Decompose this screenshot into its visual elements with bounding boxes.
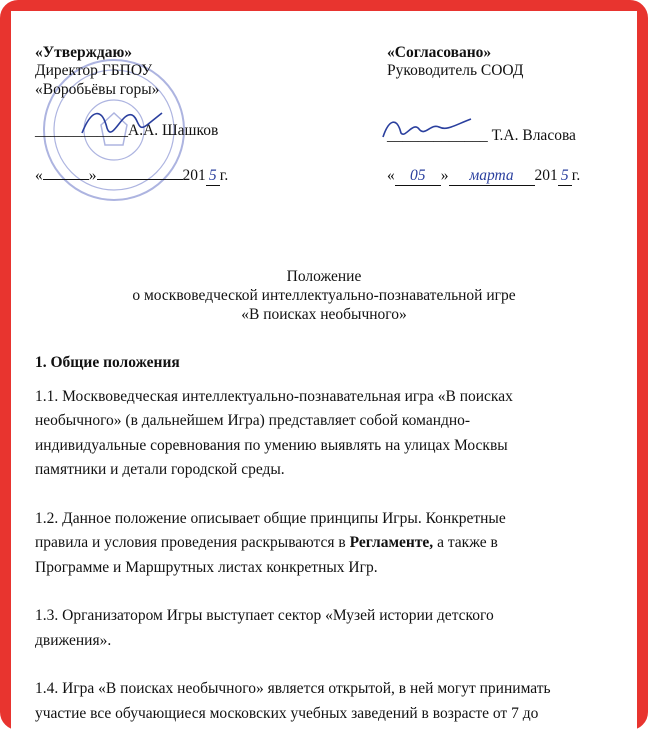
- agree-heading: «Согласовано»: [387, 44, 492, 61]
- approve-signature-line: ____________А.А. Шашков: [35, 122, 219, 139]
- agree-date-suffix: г.: [571, 167, 581, 184]
- coordinator-signature-icon: [379, 109, 479, 145]
- approve-heading: «Утверждаю»: [35, 44, 133, 61]
- paragraph-line: 1.3. Организатором Игры выступает сектор «Музей истории детского: [35, 607, 494, 624]
- paragraph-line: 1.1. Москвоведческая интеллектуально-познавательная игра «В поисках: [35, 388, 513, 405]
- paragraph-line: индивидуальные соревнования по умению выявлять на улицах Москвы: [35, 437, 508, 454]
- agree-position: Руководитель СООД: [387, 62, 524, 79]
- document-title: Положение: [286, 268, 362, 285]
- agree-date-month: марта: [449, 167, 535, 186]
- approve-date-month: [97, 179, 183, 180]
- approve-position: Директор ГБПОУ: [35, 62, 153, 79]
- agree-date: [387, 167, 580, 186]
- paragraph-line: Программе и Маршрутных листах конкретных Игр.: [35, 559, 378, 576]
- agree-date-year-prefix: 201: [534, 167, 558, 184]
- paragraph-text: правила и условия проведения раскрываются в: [35, 534, 350, 551]
- agree-date-mid: »: [440, 167, 449, 184]
- reglament-emphasis: Регламенте,: [349, 534, 434, 551]
- paragraph-line: [35, 531, 498, 555]
- agree-date-open: «: [387, 167, 395, 184]
- document-page: [11, 11, 637, 730]
- agree-signature-line: _____________ Т.А. Власова: [387, 127, 576, 144]
- document-game-name: «В поисках необычного»: [241, 306, 407, 323]
- agree-date-day: 05: [395, 167, 441, 186]
- paragraph-line: участие все обучающиеся московских учебных заведений в возрасте от 7 до: [35, 705, 539, 722]
- paragraph-line: движения».: [35, 632, 112, 649]
- section-heading: 1. Общие положения: [35, 354, 180, 371]
- paragraph-text: а также в: [433, 534, 498, 551]
- approve-date: [35, 167, 228, 186]
- paragraph-line: 1.4. Игра «В поисках необычного» является открытой, в ней могут принимать: [35, 680, 551, 697]
- approve-date-day: [43, 179, 89, 180]
- approve-date-suffix: г.: [219, 167, 229, 184]
- approve-date-open: «: [35, 167, 43, 184]
- agree-date-year-digit: 5: [558, 167, 572, 186]
- paragraph-line: необычного» (в дальнейшем Игра) представляет собой командно-: [35, 412, 471, 429]
- approve-date-mid: »: [88, 167, 97, 184]
- approve-date-year-digit: 5: [206, 167, 220, 186]
- approve-org: «Воробьёвы горы»: [35, 81, 160, 98]
- paragraph-line: памятники и детали городской среды.: [35, 461, 285, 478]
- director-signature-icon: [77, 103, 167, 143]
- approve-date-year-prefix: 201: [182, 167, 206, 184]
- paragraph-line: 1.2. Данное положение описывает общие принципы Игры. Конкретные: [35, 510, 506, 527]
- document-subtitle: о москвоведческой интеллектуально-познавательной игре: [132, 287, 516, 304]
